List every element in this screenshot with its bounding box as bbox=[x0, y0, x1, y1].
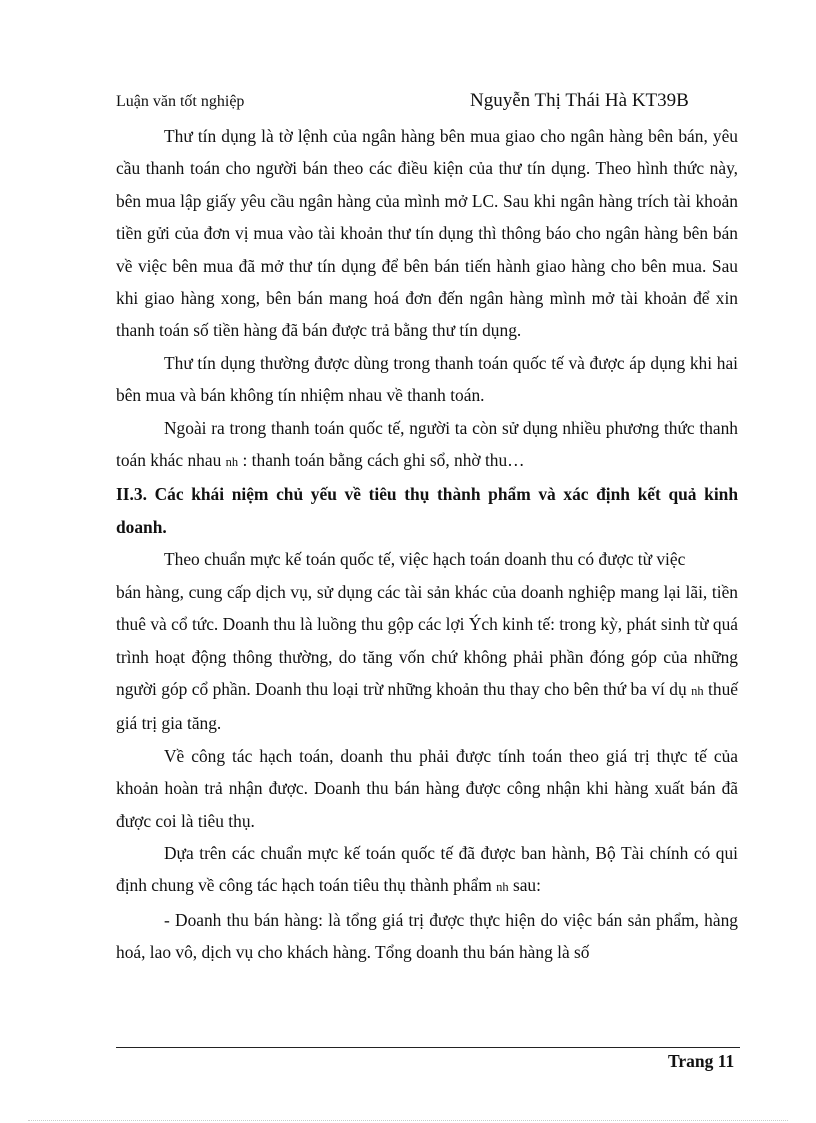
page-header bbox=[116, 90, 736, 119]
header-author: Nguyễn Thị Thái Hà KT39B bbox=[470, 90, 689, 111]
paragraph-sales-revenue: - Doanh thu bán hàng: là tổng giá trị được thực hiện do việc bán sản phẩm, hàng hoá, lao vô, dịch vụ cho khách hàng. Tổng doanh thu bán hàng là số bbox=[116, 909, 738, 963]
document-body bbox=[116, 120, 738, 969]
paragraph-revenue-definition bbox=[116, 576, 738, 740]
section-heading: II.3. Các khái niệm chủ yếu về tiêu thụ thành phẩm và xác định kết quả kinh doanh. bbox=[116, 484, 738, 537]
paragraph-revenue-definition-a: bán hàng, cung cấp dịch vụ, sử dụng các tài sản khác của doanh nghiệp mang lại lãi, tiền thuê và cổ tức. Doanh thu là luồng thu gộp các lợi Ých kinh tế: trong kỳ, phát sinh từ quá trình hoạt động thông thường, do tăng vốn chứ không phải phần đóng góp của những người góp cổ phần. Doanh thu loại trừ những khoản thu thay cho bên thứ ba ví dụ bbox=[116, 581, 738, 699]
page-number: Trang 11 bbox=[668, 1051, 735, 1071]
abbrev-nh: nh bbox=[225, 455, 239, 470]
abbrev-nh: nh bbox=[691, 683, 704, 698]
paragraph-other-methods-b: : thanh toán bằng cách ghi sổ, nhờ thu… bbox=[238, 450, 525, 471]
paragraph-letter-of-credit: Thư tín dụng là tờ lệnh của ngân hàng bên mua giao cho ngân hàng bên bán, yêu cầu thanh toán cho người bán theo các điều kiện của thư tín dụng. Theo hình thức này, bên mua lập giấy yêu cầu ngân hàng của mình mở LC. Sau khi ngân hàng trích tài khoản tiền gửi của đơn vị mua vào tài khoản thư tín dụng thì thông báo cho ngân hàng bên bán về việc bên mua đã mở thư tín dụng để bên bán tiến hành giao hàng cho bên mua. Sau khi giao hàng xong, bên bán mang hoá đơn đến ngân hàng mình mở tài khoản để xin thanh toán số tiền hàng đã bán được trả bằng thư tín dụng. bbox=[116, 126, 738, 341]
paragraph-standards-intro: Theo chuẩn mực kế toán quốc tế, việc hạch toán doanh thu có được từ việc bbox=[164, 549, 686, 570]
paragraph-accounting-work: Về công tác hạch toán, doanh thu phải được tính toán theo giá trị thực tế của khoản hoàn trả nhận được. Doanh thu bán hàng được công nhận khi hàng xuất bán đã được coi là tiêu thụ. bbox=[116, 745, 738, 831]
paragraph-ministry-rules bbox=[116, 837, 738, 904]
page-bottom-border bbox=[28, 1120, 788, 1121]
paragraph-other-methods-a: Ngoài ra trong thanh toán quốc tế, người ta còn sử dụng nhiều phương thức thanh toán khác nhau bbox=[116, 417, 738, 471]
header-thesis-label: Luận văn tốt nghiệp bbox=[116, 93, 245, 110]
paragraph-letter-of-credit-usage: Thư tín dụng thường được dùng trong thanh toán quốc tế và được áp dụng khi hai bên mua và bán không tín nhiệm nhau về thanh toán. bbox=[116, 352, 738, 406]
paragraph-revenue-definition-b: thuế giá trị gia tăng. bbox=[116, 678, 738, 734]
footer-divider bbox=[116, 1047, 740, 1048]
abbrev-nh: nh bbox=[496, 880, 509, 895]
paragraph-ministry-rules-a: Dựa trên các chuẩn mực kế toán quốc tế đã được ban hành, Bộ Tài chính có qui định chung về công tác hạch toán tiêu thụ thành phẩm bbox=[116, 842, 738, 896]
paragraph-ministry-rules-b: sau: bbox=[508, 875, 541, 896]
paragraph-other-methods bbox=[116, 412, 738, 479]
